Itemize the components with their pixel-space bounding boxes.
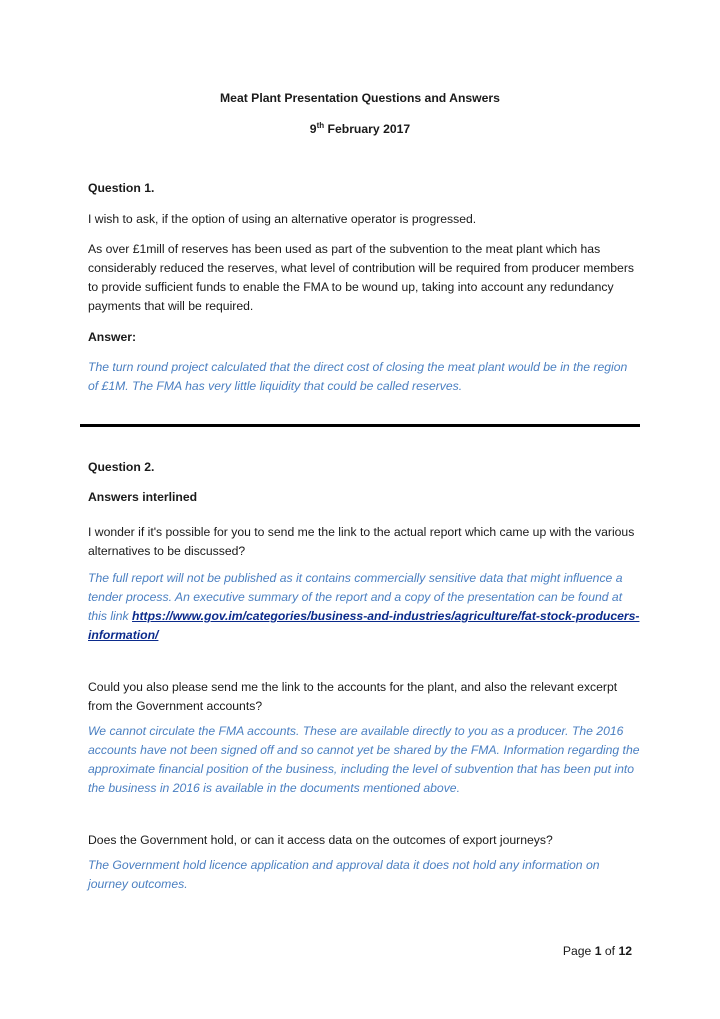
page-current: 1 <box>594 944 602 958</box>
question-1-paragraph-1: I wish to ask, if the option of using an alternative operator is progressed. <box>88 212 477 226</box>
question-1-heading: Question 1. <box>88 181 155 195</box>
page-of-label: of <box>601 944 619 958</box>
question-2-item-1-question: I wonder if it's possible for you to send me the link to the actual report which came up with the various alternatives to be discussed? <box>88 525 635 558</box>
date-day: 9 <box>309 122 317 136</box>
document-date <box>88 120 632 139</box>
question-1-paragraph-2: As over £1mill of reserves has been used as part of the subvention to the meat plant which has considerably reduced the reserves, what level of contribution will be required from producer members to provide sufficient funds to enable the FMA to be wound up, taking into account any redundancy payments that will be required. <box>88 242 634 313</box>
page-label: Page <box>562 944 595 958</box>
date-suffix: th <box>316 120 325 130</box>
question-2-item-3-answer: The Government hold licence application and approval data it does not hold any information on journey outcomes. <box>88 858 600 891</box>
gov-report-link[interactable]: https://www.gov.im/categories/business-and-industries/agriculture/fat-stock-producers-information/ <box>88 609 640 642</box>
question-2-item-2-answer: We cannot circulate the FMA accounts. These are available directly to you as a producer. The 2016 accounts have not been signed off and so cannot yet be shared by the FMA. Information regarding the approximate financial position of the business, including the level of subvention that has been put into the business in 2016 is available in the documents mentioned above. <box>88 724 640 795</box>
item-1-answer-text: The full report will not be published as it contains commercially sensitive data that might influence a tender process. An executive summary of the report and a copy of the presentation can be found at this link <box>88 571 623 623</box>
date-rest: February 2017 <box>324 122 411 136</box>
question-2-item-2-question: Could you also please send me the link to the accounts for the plant, and also the relevant excerpt from the Government accounts? <box>88 680 618 713</box>
question-1-answer-label: Answer: <box>88 330 137 344</box>
section-divider <box>80 424 640 427</box>
question-2-item-3-question: Does the Government hold, or can it access data on the outcomes of export journeys? <box>88 833 553 847</box>
page-number <box>563 944 632 958</box>
question-2-heading: Question 2. <box>88 460 155 474</box>
question-2-subheading: Answers interlined <box>88 490 198 504</box>
document-title: Meat Plant Presentation Questions and Answers <box>220 91 500 105</box>
question-2-item-1-answer <box>88 569 640 645</box>
page-total: 12 <box>618 944 632 958</box>
question-1-answer: The turn round project calculated that the direct cost of closing the meat plant would be in the region of £1M. The FMA has very little liquidity that could be called reserves. <box>88 360 628 393</box>
